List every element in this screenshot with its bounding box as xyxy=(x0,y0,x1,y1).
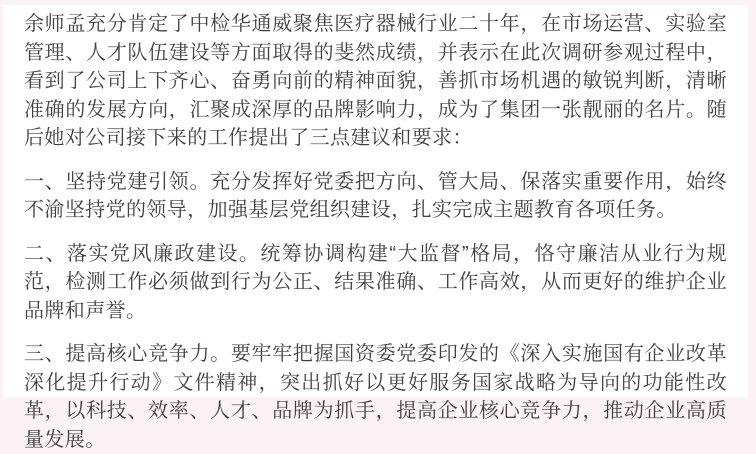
suggestion-paragraph-2: 二、落实党风廉政建设。统筹协调构建“大监督”格局，恪守廉洁从业行为规范，检测工作必须做到行为公正、结果准确、工作高效，从而更好的维护企业品牌和声誉。 xyxy=(24,242,727,322)
article-content-area xyxy=(3,5,748,451)
article-text xyxy=(24,10,727,454)
intro-paragraph: 余师孟充分肯定了中检华通威聚焦医疗器械行业二十年，在市场运营、实验室管理、人才队伍建设等方面取得的斐然成绩，并表示在此次调研参观过程中，看到了公司上下齐心、奋勇向前的精神面貌，善抓市场机遇的敏锐判断，清晰准确的发展方向，汇聚成深厚的品牌影响力，成为了集团一张靓丽的名片。随后她对公司接下来的工作提出了三点建议和要求： xyxy=(24,13,727,149)
suggestion-paragraph-1: 一、坚持党建引领。充分发挥好党委把方向、管大局、保落实重要作用，始终不渝坚持党的领导，加强基层党组织建设，扎实完成主题教育各项任务。 xyxy=(24,170,727,221)
suggestion-paragraph-3: 三、提高核心竞争力。要牢牢把握国资委党委印发的《深入实施国有企业改革深化提升行动》文件精神，突出抓好以更好服务国家战略为导向的功能性改革，以科技、效率、人才、品牌为抓手，提高企业核心竞争力，推动企业高质量发展。 xyxy=(24,343,727,451)
